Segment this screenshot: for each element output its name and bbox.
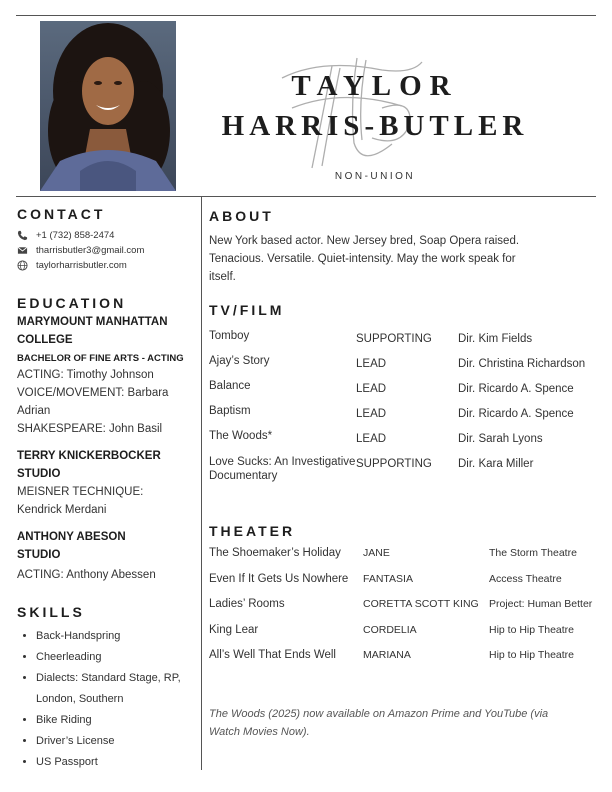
- skills-heading: SKILLS: [17, 604, 85, 620]
- contact-email-text: tharrisbutler3@gmail.com: [36, 245, 145, 256]
- credit-role: LEAD: [356, 408, 387, 420]
- credit-director: Dir. Christina Richardson: [458, 358, 586, 370]
- education-school-1: [17, 313, 197, 438]
- table-row: [209, 573, 592, 599]
- school-name: MARYMOUNT MANHATTAN: [17, 316, 168, 328]
- table-row: [209, 455, 585, 483]
- credit-title: The Woods*: [209, 430, 273, 442]
- table-row: [209, 405, 585, 430]
- credit-title: Baptism: [209, 405, 251, 417]
- theater-heading: THEATER: [209, 523, 296, 539]
- theater-title: King Lear: [209, 623, 259, 636]
- skill-item-continuation: London, Southern: [36, 693, 124, 705]
- contact-website-text: taylorharrisbutler.com: [36, 260, 127, 271]
- school-name: ANTHONY ABESON: [17, 531, 126, 543]
- theater-role: FANTASIA: [363, 572, 413, 585]
- theater-title: The Shoemaker’s Holiday: [209, 547, 341, 559]
- skill-item: • Driver’s License: [36, 731, 197, 752]
- credit-director: Dir. Ricardo A. Spence: [458, 383, 574, 395]
- school-name: COLLEGE: [17, 334, 73, 346]
- contact-email[interactable]: [17, 243, 197, 258]
- credit-role: SUPPORTING: [356, 458, 432, 470]
- theater-title: All’s Well That Ends Well: [209, 649, 336, 661]
- theater-venue: Access Theatre: [489, 572, 562, 585]
- education-school-2: [17, 447, 197, 519]
- education-heading: EDUCATION: [17, 295, 127, 311]
- degree: BACHELOR OF FINE ARTS - ACTING: [17, 353, 184, 364]
- column-divider: [201, 196, 202, 770]
- training-line: ACTING: Timothy Johnson: [17, 369, 154, 381]
- theater-venue: Project: Human Better: [489, 598, 593, 610]
- school-name: STUDIO: [17, 549, 61, 561]
- table-row: [209, 547, 592, 573]
- contact-website[interactable]: [17, 258, 197, 273]
- credit-director: Dir. Kara Miller: [458, 458, 534, 470]
- skill-item: • Bike Riding: [36, 710, 197, 731]
- credit-title: Love Sucks: An Investigative Documentary: [209, 456, 356, 482]
- left-column: [17, 206, 197, 773]
- theater-title: Even If It Gets Us Nowhere: [209, 572, 349, 585]
- about-text: New York based actor. New Jersey bred, Soap Opera raised. Tenacious. Versatile. Quiet-intensity. May the work speak for itself.: [209, 235, 520, 283]
- contact-phone-text: +1 (732) 858-2474: [36, 230, 115, 241]
- education-school-3: [17, 528, 197, 584]
- credit-role: LEAD: [356, 433, 387, 445]
- right-column: [209, 208, 604, 741]
- table-row: [209, 598, 592, 624]
- skill-item: • Back-Handspring: [36, 626, 197, 647]
- table-row: [209, 649, 592, 675]
- skills-list: [17, 626, 197, 773]
- theater-table: [209, 547, 592, 675]
- name-last: HARRIS-BUTLER: [221, 110, 529, 142]
- union-status: NON-UNION: [334, 171, 416, 182]
- theater-role: MARIANA: [363, 649, 411, 661]
- credit-director: Dir. Sarah Lyons: [458, 433, 543, 445]
- email-icon: [17, 245, 29, 257]
- contact-heading: CONTACT: [17, 206, 106, 222]
- training-line: ACTING: Anthony Abessen: [17, 569, 156, 581]
- theater-venue: Hip to Hip Theatre: [489, 623, 575, 636]
- training-line: Adrian: [17, 405, 51, 417]
- name-first: TAYLOR: [291, 70, 459, 102]
- school-name: STUDIO: [17, 468, 61, 480]
- table-row: [209, 355, 585, 380]
- theater-role: JANE: [363, 547, 390, 559]
- credit-title: Ajay’s Story: [209, 355, 270, 367]
- school-name: TERRY KNICKERBOCKER: [17, 450, 161, 462]
- training-line: SHAKESPEARE: John Basil: [17, 423, 163, 435]
- theater-role: CORETTA SCOTT KING: [363, 598, 479, 610]
- training-line: Kendrick Merdani: [17, 504, 107, 516]
- credit-director: Dir. Ricardo A. Spence: [458, 408, 574, 420]
- theater-venue: The Storm Theatre: [489, 547, 577, 559]
- training-line: VOICE/MOVEMENT: Barbara: [17, 387, 169, 399]
- table-row: [209, 330, 585, 355]
- credit-title: Tomboy: [209, 330, 250, 342]
- about-heading: ABOUT: [209, 208, 274, 224]
- theater-venue: Hip to Hip Theatre: [489, 649, 575, 661]
- tvfilm-table: [209, 330, 585, 483]
- skill-item: • Cheerleading: [36, 647, 197, 668]
- credit-director: Dir. Kim Fields: [458, 333, 533, 345]
- top-divider: [16, 15, 596, 16]
- credit-role: LEAD: [356, 358, 387, 370]
- theater-role: CORDELIA: [363, 623, 417, 636]
- credit-role: LEAD: [356, 383, 387, 395]
- theater-title: Ladies’ Rooms: [209, 598, 285, 610]
- contact-list: [17, 228, 197, 273]
- skill-item: • Dialects: Standard Stage, RP,: [36, 668, 197, 689]
- globe-icon: [17, 260, 29, 272]
- availability-note: The Woods (2025) now available on Amazon Prime and YouTube (via Watch Movies Now).: [209, 707, 549, 738]
- training-line: MEISNER TECHNIQUE:: [17, 486, 144, 498]
- table-row: [209, 380, 585, 405]
- tvfilm-heading: TV/FILM: [209, 302, 285, 318]
- header-divider: [16, 196, 596, 197]
- credit-role: SUPPORTING: [356, 333, 432, 345]
- credit-title: Balance: [209, 380, 251, 392]
- table-row: [209, 430, 585, 455]
- headshot-photo: [40, 21, 176, 191]
- table-row: [209, 624, 592, 650]
- skill-item: • US Passport: [36, 752, 197, 773]
- phone-icon: [17, 230, 29, 242]
- contact-phone[interactable]: [17, 228, 197, 243]
